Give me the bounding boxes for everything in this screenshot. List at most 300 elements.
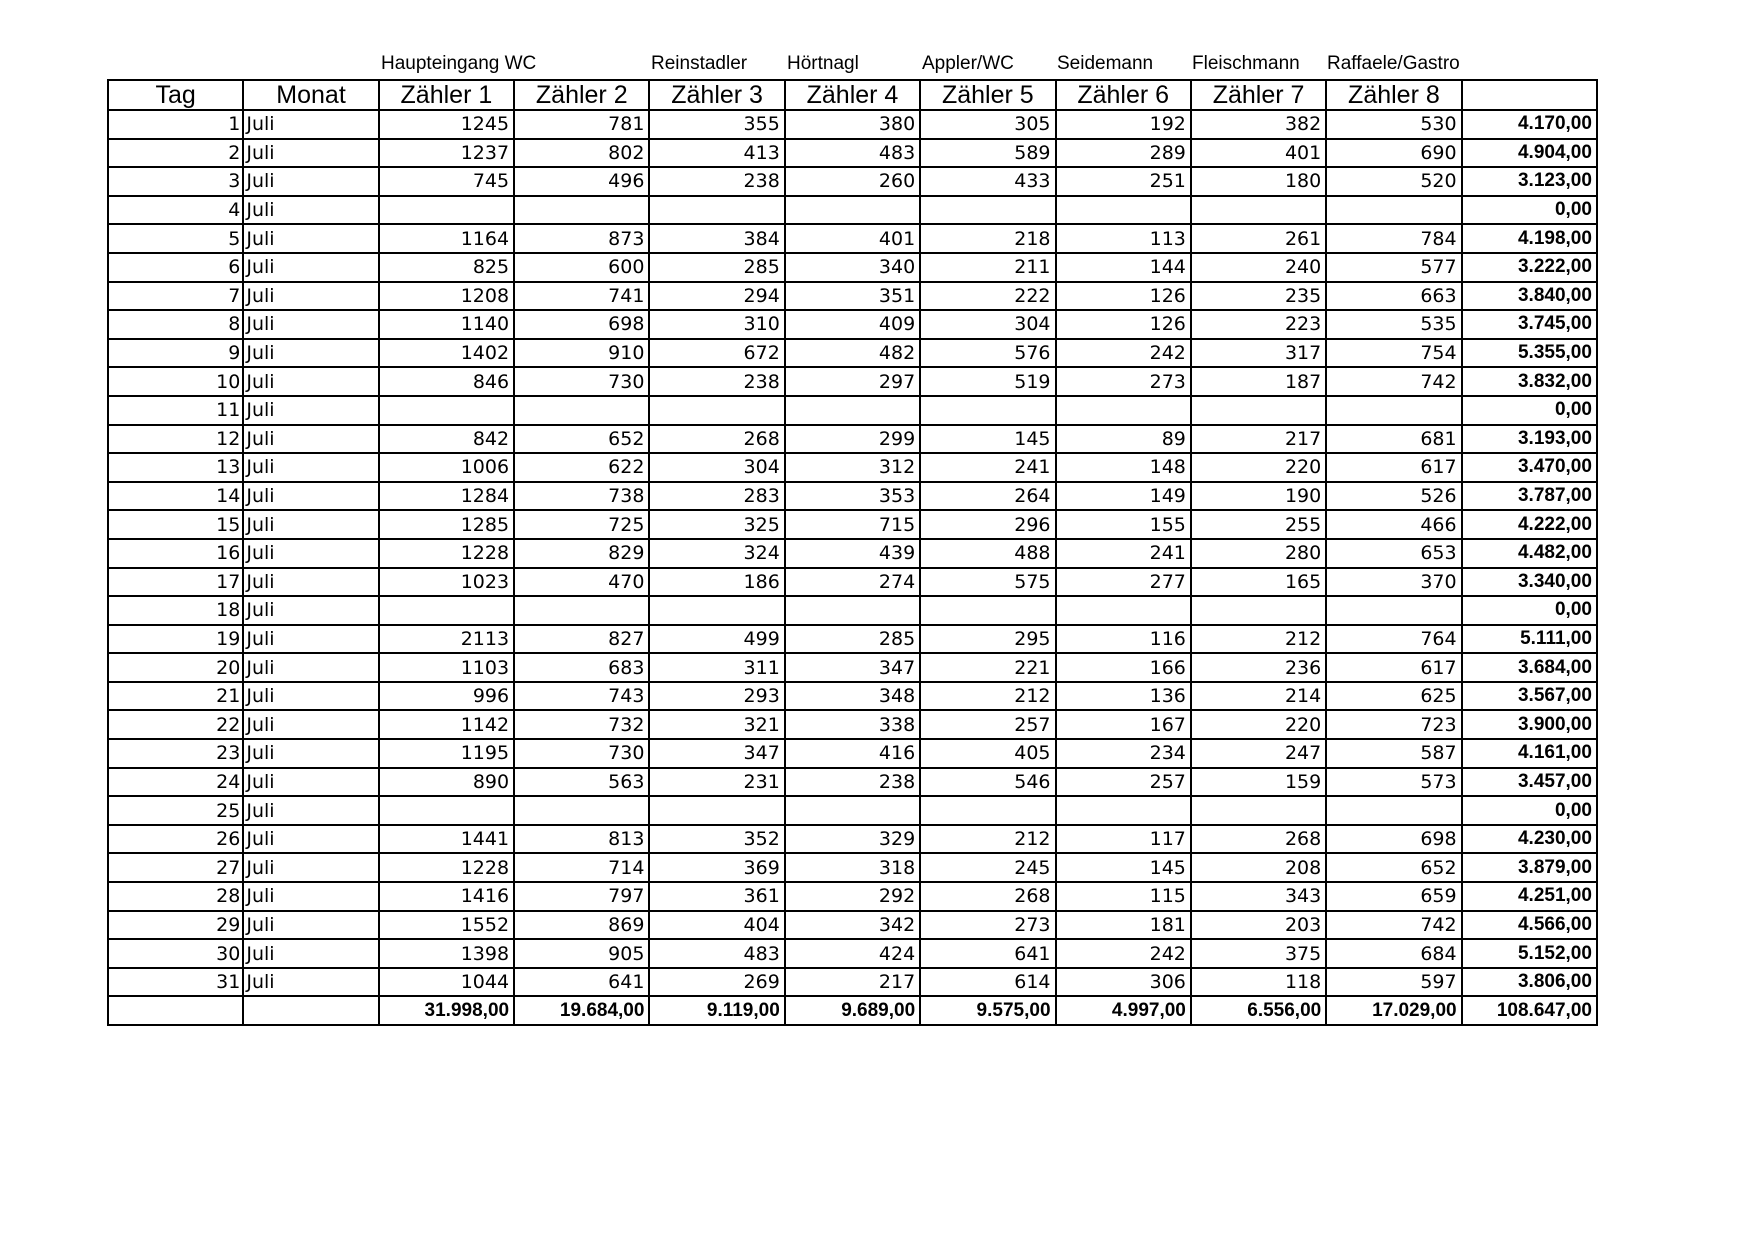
cell-zaehler-6[interactable]: 192 xyxy=(1056,110,1191,139)
cell-zaehler-7[interactable]: 261 xyxy=(1191,224,1326,253)
cell-zaehler-7[interactable]: 375 xyxy=(1191,939,1326,968)
cell-zaehler-6[interactable] xyxy=(1056,396,1191,425)
cell-zaehler-8[interactable] xyxy=(1326,796,1461,825)
cell-zaehler-1[interactable]: 1164 xyxy=(379,224,514,253)
cell-zaehler-3[interactable]: 304 xyxy=(649,453,784,482)
cell-zaehler-8[interactable]: 659 xyxy=(1326,882,1461,911)
cell-monat[interactable]: Juli xyxy=(243,911,378,940)
cell-zaehler-7[interactable] xyxy=(1191,596,1326,625)
cell-zaehler-2[interactable]: 873 xyxy=(514,224,649,253)
cell-zaehler-6[interactable]: 234 xyxy=(1056,739,1191,768)
cell-zaehler-2[interactable]: 802 xyxy=(514,139,649,168)
cell-sum[interactable]: 3.222,00 xyxy=(1462,253,1597,282)
cell-tag[interactable]: 31 xyxy=(108,968,243,997)
cell-zaehler-4[interactable]: 348 xyxy=(785,682,920,711)
cell-zaehler-6[interactable] xyxy=(1056,796,1191,825)
cell-zaehler-5[interactable]: 221 xyxy=(920,653,1055,682)
cell-zaehler-1[interactable]: 745 xyxy=(379,167,514,196)
cell-tag[interactable]: 11 xyxy=(108,396,243,425)
cell-zaehler-5[interactable]: 296 xyxy=(920,510,1055,539)
cell-zaehler-6[interactable]: 181 xyxy=(1056,911,1191,940)
cell-zaehler-3[interactable]: 285 xyxy=(649,253,784,282)
cell-tag[interactable]: 10 xyxy=(108,367,243,396)
cell-zaehler-2[interactable]: 741 xyxy=(514,282,649,311)
cell-monat[interactable] xyxy=(243,996,378,1025)
cell-zaehler-5[interactable] xyxy=(920,796,1055,825)
cell-zaehler-4[interactable]: 9.689,00 xyxy=(785,996,920,1025)
cell-zaehler-5[interactable]: 145 xyxy=(920,425,1055,454)
cell-zaehler-7[interactable]: 190 xyxy=(1191,482,1326,511)
cell-zaehler-7[interactable] xyxy=(1191,796,1326,825)
cell-zaehler-1[interactable]: 1228 xyxy=(379,853,514,882)
cell-zaehler-5[interactable]: 304 xyxy=(920,310,1055,339)
cell-zaehler-1[interactable]: 1208 xyxy=(379,282,514,311)
cell-zaehler-5[interactable] xyxy=(920,196,1055,225)
cell-zaehler-3[interactable]: 361 xyxy=(649,882,784,911)
cell-monat[interactable]: Juli xyxy=(243,653,378,682)
cell-zaehler-6[interactable]: 166 xyxy=(1056,653,1191,682)
cell-sum[interactable]: 4.482,00 xyxy=(1462,539,1597,568)
cell-zaehler-8[interactable]: 587 xyxy=(1326,739,1461,768)
cell-zaehler-8[interactable]: 370 xyxy=(1326,568,1461,597)
cell-sum[interactable]: 3.457,00 xyxy=(1462,768,1597,797)
cell-zaehler-8[interactable]: 520 xyxy=(1326,167,1461,196)
cell-zaehler-5[interactable]: 211 xyxy=(920,253,1055,282)
cell-zaehler-1[interactable]: 1441 xyxy=(379,825,514,854)
cell-zaehler-1[interactable] xyxy=(379,796,514,825)
cell-zaehler-1[interactable]: 1140 xyxy=(379,310,514,339)
cell-zaehler-5[interactable]: 222 xyxy=(920,282,1055,311)
cell-zaehler-6[interactable]: 155 xyxy=(1056,510,1191,539)
cell-zaehler-1[interactable]: 1228 xyxy=(379,539,514,568)
cell-monat[interactable]: Juli xyxy=(243,396,378,425)
cell-zaehler-6[interactable] xyxy=(1056,196,1191,225)
cell-zaehler-2[interactable]: 732 xyxy=(514,710,649,739)
cell-zaehler-6[interactable]: 113 xyxy=(1056,224,1191,253)
cell-zaehler-6[interactable]: 273 xyxy=(1056,367,1191,396)
cell-zaehler-4[interactable]: 347 xyxy=(785,653,920,682)
cell-sum[interactable]: 4.251,00 xyxy=(1462,882,1597,911)
cell-zaehler-4[interactable]: 297 xyxy=(785,367,920,396)
cell-tag[interactable]: 4 xyxy=(108,196,243,225)
cell-zaehler-4[interactable]: 483 xyxy=(785,139,920,168)
cell-zaehler-6[interactable]: 148 xyxy=(1056,453,1191,482)
cell-monat[interactable]: Juli xyxy=(243,596,378,625)
cell-tag[interactable]: 13 xyxy=(108,453,243,482)
cell-zaehler-8[interactable]: 754 xyxy=(1326,339,1461,368)
cell-zaehler-1[interactable]: 1416 xyxy=(379,882,514,911)
cell-zaehler-3[interactable]: 325 xyxy=(649,510,784,539)
cell-zaehler-1[interactable]: 1398 xyxy=(379,939,514,968)
cell-zaehler-4[interactable]: 439 xyxy=(785,539,920,568)
cell-zaehler-4[interactable] xyxy=(785,596,920,625)
cell-zaehler-5[interactable]: 546 xyxy=(920,768,1055,797)
cell-zaehler-7[interactable]: 208 xyxy=(1191,853,1326,882)
cell-tag[interactable]: 8 xyxy=(108,310,243,339)
cell-zaehler-8[interactable]: 17.029,00 xyxy=(1326,996,1461,1025)
cell-sum[interactable]: 3.123,00 xyxy=(1462,167,1597,196)
cell-zaehler-1[interactable]: 2113 xyxy=(379,625,514,654)
cell-zaehler-8[interactable]: 530 xyxy=(1326,110,1461,139)
cell-zaehler-5[interactable]: 268 xyxy=(920,882,1055,911)
cell-zaehler-7[interactable]: 255 xyxy=(1191,510,1326,539)
cell-sum[interactable]: 4.904,00 xyxy=(1462,139,1597,168)
cell-zaehler-2[interactable] xyxy=(514,596,649,625)
cell-zaehler-2[interactable]: 827 xyxy=(514,625,649,654)
cell-zaehler-3[interactable]: 238 xyxy=(649,367,784,396)
cell-zaehler-3[interactable]: 321 xyxy=(649,710,784,739)
cell-tag[interactable]: 3 xyxy=(108,167,243,196)
cell-tag[interactable]: 5 xyxy=(108,224,243,253)
cell-zaehler-8[interactable]: 577 xyxy=(1326,253,1461,282)
cell-zaehler-6[interactable]: 136 xyxy=(1056,682,1191,711)
cell-sum[interactable]: 4.222,00 xyxy=(1462,510,1597,539)
cell-zaehler-3[interactable]: 404 xyxy=(649,911,784,940)
cell-tag[interactable]: 6 xyxy=(108,253,243,282)
cell-zaehler-3[interactable] xyxy=(649,796,784,825)
cell-sum[interactable]: 4.230,00 xyxy=(1462,825,1597,854)
cell-zaehler-3[interactable]: 347 xyxy=(649,739,784,768)
cell-zaehler-7[interactable]: 247 xyxy=(1191,739,1326,768)
cell-zaehler-3[interactable]: 238 xyxy=(649,167,784,196)
cell-zaehler-1[interactable]: 1552 xyxy=(379,911,514,940)
cell-zaehler-2[interactable]: 910 xyxy=(514,339,649,368)
cell-tag[interactable]: 27 xyxy=(108,853,243,882)
cell-sum[interactable]: 4.161,00 xyxy=(1462,739,1597,768)
cell-zaehler-5[interactable]: 273 xyxy=(920,911,1055,940)
cell-zaehler-7[interactable]: 203 xyxy=(1191,911,1326,940)
cell-zaehler-3[interactable]: 324 xyxy=(649,539,784,568)
cell-zaehler-8[interactable]: 742 xyxy=(1326,367,1461,396)
cell-zaehler-2[interactable]: 470 xyxy=(514,568,649,597)
cell-zaehler-4[interactable]: 416 xyxy=(785,739,920,768)
cell-zaehler-7[interactable]: 220 xyxy=(1191,710,1326,739)
cell-sum[interactable]: 108.647,00 xyxy=(1462,996,1597,1025)
cell-monat[interactable]: Juli xyxy=(243,110,378,139)
cell-zaehler-8[interactable]: 742 xyxy=(1326,911,1461,940)
cell-zaehler-5[interactable]: 405 xyxy=(920,739,1055,768)
cell-zaehler-7[interactable]: 235 xyxy=(1191,282,1326,311)
cell-sum[interactable]: 0,00 xyxy=(1462,796,1597,825)
cell-zaehler-8[interactable] xyxy=(1326,396,1461,425)
cell-zaehler-4[interactable] xyxy=(785,196,920,225)
cell-zaehler-3[interactable]: 293 xyxy=(649,682,784,711)
cell-zaehler-7[interactable] xyxy=(1191,196,1326,225)
cell-monat[interactable]: Juli xyxy=(243,539,378,568)
cell-zaehler-1[interactable]: 1245 xyxy=(379,110,514,139)
cell-zaehler-1[interactable] xyxy=(379,396,514,425)
cell-zaehler-5[interactable]: 433 xyxy=(920,167,1055,196)
cell-zaehler-6[interactable] xyxy=(1056,596,1191,625)
cell-monat[interactable]: Juli xyxy=(243,968,378,997)
cell-monat[interactable]: Juli xyxy=(243,139,378,168)
cell-zaehler-7[interactable]: 382 xyxy=(1191,110,1326,139)
cell-sum[interactable]: 3.879,00 xyxy=(1462,853,1597,882)
cell-monat[interactable]: Juli xyxy=(243,367,378,396)
cell-zaehler-7[interactable]: 236 xyxy=(1191,653,1326,682)
cell-zaehler-7[interactable]: 220 xyxy=(1191,453,1326,482)
cell-zaehler-2[interactable]: 563 xyxy=(514,768,649,797)
cell-sum[interactable]: 3.900,00 xyxy=(1462,710,1597,739)
cell-zaehler-6[interactable]: 117 xyxy=(1056,825,1191,854)
cell-zaehler-1[interactable]: 1103 xyxy=(379,653,514,682)
cell-monat[interactable]: Juli xyxy=(243,282,378,311)
cell-zaehler-2[interactable]: 813 xyxy=(514,825,649,854)
cell-zaehler-1[interactable]: 842 xyxy=(379,425,514,454)
cell-zaehler-7[interactable]: 280 xyxy=(1191,539,1326,568)
cell-zaehler-4[interactable]: 351 xyxy=(785,282,920,311)
cell-zaehler-3[interactable]: 672 xyxy=(649,339,784,368)
cell-zaehler-8[interactable]: 526 xyxy=(1326,482,1461,511)
cell-zaehler-1[interactable]: 1006 xyxy=(379,453,514,482)
cell-zaehler-3[interactable]: 311 xyxy=(649,653,784,682)
cell-monat[interactable]: Juli xyxy=(243,882,378,911)
cell-zaehler-6[interactable]: 242 xyxy=(1056,339,1191,368)
cell-zaehler-2[interactable]: 730 xyxy=(514,739,649,768)
cell-zaehler-5[interactable]: 264 xyxy=(920,482,1055,511)
cell-zaehler-1[interactable] xyxy=(379,596,514,625)
cell-zaehler-4[interactable] xyxy=(785,796,920,825)
cell-tag[interactable]: 12 xyxy=(108,425,243,454)
cell-zaehler-8[interactable]: 684 xyxy=(1326,939,1461,968)
cell-zaehler-2[interactable] xyxy=(514,396,649,425)
cell-zaehler-6[interactable]: 277 xyxy=(1056,568,1191,597)
cell-tag[interactable]: 17 xyxy=(108,568,243,597)
cell-zaehler-1[interactable]: 1044 xyxy=(379,968,514,997)
cell-tag[interactable]: 22 xyxy=(108,710,243,739)
cell-zaehler-3[interactable]: 268 xyxy=(649,425,784,454)
cell-tag[interactable]: 26 xyxy=(108,825,243,854)
cell-monat[interactable]: Juli xyxy=(243,796,378,825)
cell-zaehler-6[interactable]: 289 xyxy=(1056,139,1191,168)
cell-zaehler-5[interactable]: 305 xyxy=(920,110,1055,139)
cell-zaehler-4[interactable]: 285 xyxy=(785,625,920,654)
cell-zaehler-3[interactable]: 355 xyxy=(649,110,784,139)
cell-zaehler-5[interactable]: 641 xyxy=(920,939,1055,968)
cell-zaehler-6[interactable]: 306 xyxy=(1056,968,1191,997)
cell-zaehler-3[interactable]: 499 xyxy=(649,625,784,654)
cell-monat[interactable]: Juli xyxy=(243,625,378,654)
cell-zaehler-4[interactable]: 482 xyxy=(785,339,920,368)
cell-zaehler-2[interactable]: 869 xyxy=(514,911,649,940)
cell-zaehler-8[interactable]: 617 xyxy=(1326,453,1461,482)
cell-sum[interactable]: 0,00 xyxy=(1462,196,1597,225)
cell-zaehler-4[interactable]: 409 xyxy=(785,310,920,339)
cell-monat[interactable]: Juli xyxy=(243,425,378,454)
cell-sum[interactable]: 4.198,00 xyxy=(1462,224,1597,253)
cell-monat[interactable]: Juli xyxy=(243,453,378,482)
cell-zaehler-7[interactable]: 223 xyxy=(1191,310,1326,339)
cell-tag[interactable]: 2 xyxy=(108,139,243,168)
cell-sum[interactable]: 5.152,00 xyxy=(1462,939,1597,968)
cell-zaehler-8[interactable]: 466 xyxy=(1326,510,1461,539)
cell-tag[interactable]: 25 xyxy=(108,796,243,825)
cell-monat[interactable]: Juli xyxy=(243,682,378,711)
cell-zaehler-2[interactable]: 19.684,00 xyxy=(514,996,649,1025)
cell-tag[interactable]: 1 xyxy=(108,110,243,139)
cell-zaehler-7[interactable]: 180 xyxy=(1191,167,1326,196)
cell-tag[interactable]: 14 xyxy=(108,482,243,511)
cell-zaehler-7[interactable]: 212 xyxy=(1191,625,1326,654)
cell-zaehler-8[interactable]: 784 xyxy=(1326,224,1461,253)
cell-tag[interactable]: 23 xyxy=(108,739,243,768)
cell-zaehler-8[interactable]: 617 xyxy=(1326,653,1461,682)
cell-zaehler-8[interactable]: 698 xyxy=(1326,825,1461,854)
cell-zaehler-4[interactable]: 424 xyxy=(785,939,920,968)
cell-zaehler-8[interactable]: 573 xyxy=(1326,768,1461,797)
cell-zaehler-2[interactable] xyxy=(514,796,649,825)
cell-zaehler-2[interactable]: 683 xyxy=(514,653,649,682)
cell-zaehler-7[interactable]: 165 xyxy=(1191,568,1326,597)
cell-monat[interactable]: Juli xyxy=(243,253,378,282)
cell-zaehler-5[interactable]: 9.575,00 xyxy=(920,996,1055,1025)
cell-zaehler-5[interactable]: 218 xyxy=(920,224,1055,253)
cell-sum[interactable]: 4.170,00 xyxy=(1462,110,1597,139)
cell-zaehler-2[interactable]: 496 xyxy=(514,167,649,196)
cell-sum[interactable]: 3.470,00 xyxy=(1462,453,1597,482)
cell-zaehler-7[interactable] xyxy=(1191,396,1326,425)
cell-zaehler-7[interactable]: 317 xyxy=(1191,339,1326,368)
cell-zaehler-6[interactable]: 257 xyxy=(1056,768,1191,797)
cell-monat[interactable]: Juli xyxy=(243,853,378,882)
cell-monat[interactable]: Juli xyxy=(243,482,378,511)
cell-sum[interactable]: 3.840,00 xyxy=(1462,282,1597,311)
cell-tag[interactable]: 19 xyxy=(108,625,243,654)
cell-zaehler-8[interactable]: 690 xyxy=(1326,139,1461,168)
cell-monat[interactable]: Juli xyxy=(243,224,378,253)
cell-zaehler-4[interactable]: 217 xyxy=(785,968,920,997)
cell-zaehler-8[interactable] xyxy=(1326,196,1461,225)
cell-zaehler-4[interactable]: 401 xyxy=(785,224,920,253)
cell-zaehler-3[interactable]: 384 xyxy=(649,224,784,253)
cell-zaehler-6[interactable]: 167 xyxy=(1056,710,1191,739)
cell-tag[interactable]: 29 xyxy=(108,911,243,940)
cell-zaehler-8[interactable]: 597 xyxy=(1326,968,1461,997)
cell-zaehler-7[interactable]: 268 xyxy=(1191,825,1326,854)
cell-zaehler-8[interactable]: 681 xyxy=(1326,425,1461,454)
cell-zaehler-5[interactable]: 589 xyxy=(920,139,1055,168)
cell-zaehler-8[interactable]: 723 xyxy=(1326,710,1461,739)
cell-zaehler-8[interactable]: 663 xyxy=(1326,282,1461,311)
cell-zaehler-7[interactable]: 343 xyxy=(1191,882,1326,911)
cell-zaehler-5[interactable]: 488 xyxy=(920,539,1055,568)
cell-tag[interactable]: 16 xyxy=(108,539,243,568)
cell-zaehler-8[interactable]: 652 xyxy=(1326,853,1461,882)
cell-zaehler-3[interactable]: 9.119,00 xyxy=(649,996,784,1025)
cell-zaehler-3[interactable]: 413 xyxy=(649,139,784,168)
cell-zaehler-7[interactable]: 217 xyxy=(1191,425,1326,454)
cell-zaehler-6[interactable]: 145 xyxy=(1056,853,1191,882)
cell-tag[interactable] xyxy=(108,996,243,1025)
cell-zaehler-4[interactable]: 312 xyxy=(785,453,920,482)
cell-zaehler-7[interactable]: 187 xyxy=(1191,367,1326,396)
cell-tag[interactable]: 20 xyxy=(108,653,243,682)
cell-monat[interactable]: Juli xyxy=(243,568,378,597)
cell-zaehler-2[interactable]: 714 xyxy=(514,853,649,882)
cell-zaehler-6[interactable]: 251 xyxy=(1056,167,1191,196)
cell-zaehler-7[interactable]: 6.556,00 xyxy=(1191,996,1326,1025)
cell-zaehler-1[interactable]: 1195 xyxy=(379,739,514,768)
cell-zaehler-4[interactable]: 292 xyxy=(785,882,920,911)
cell-zaehler-5[interactable]: 519 xyxy=(920,367,1055,396)
cell-zaehler-6[interactable]: 116 xyxy=(1056,625,1191,654)
cell-zaehler-6[interactable]: 149 xyxy=(1056,482,1191,511)
cell-zaehler-6[interactable]: 4.997,00 xyxy=(1056,996,1191,1025)
cell-zaehler-1[interactable]: 1142 xyxy=(379,710,514,739)
cell-zaehler-1[interactable]: 1285 xyxy=(379,510,514,539)
cell-zaehler-6[interactable]: 115 xyxy=(1056,882,1191,911)
cell-sum[interactable]: 4.566,00 xyxy=(1462,911,1597,940)
cell-zaehler-8[interactable] xyxy=(1326,596,1461,625)
cell-zaehler-4[interactable]: 338 xyxy=(785,710,920,739)
cell-zaehler-8[interactable]: 625 xyxy=(1326,682,1461,711)
cell-zaehler-7[interactable]: 214 xyxy=(1191,682,1326,711)
cell-zaehler-5[interactable]: 614 xyxy=(920,968,1055,997)
cell-zaehler-1[interactable]: 1402 xyxy=(379,339,514,368)
cell-monat[interactable]: Juli xyxy=(243,167,378,196)
cell-zaehler-3[interactable]: 483 xyxy=(649,939,784,968)
cell-zaehler-1[interactable] xyxy=(379,196,514,225)
cell-zaehler-2[interactable]: 905 xyxy=(514,939,649,968)
cell-zaehler-5[interactable]: 576 xyxy=(920,339,1055,368)
cell-zaehler-4[interactable]: 380 xyxy=(785,110,920,139)
cell-monat[interactable]: Juli xyxy=(243,710,378,739)
cell-zaehler-6[interactable]: 126 xyxy=(1056,310,1191,339)
cell-zaehler-2[interactable]: 698 xyxy=(514,310,649,339)
cell-tag[interactable]: 28 xyxy=(108,882,243,911)
cell-zaehler-2[interactable]: 652 xyxy=(514,425,649,454)
cell-sum[interactable]: 3.787,00 xyxy=(1462,482,1597,511)
cell-monat[interactable]: Juli xyxy=(243,825,378,854)
cell-sum[interactable]: 3.832,00 xyxy=(1462,367,1597,396)
cell-zaehler-5[interactable] xyxy=(920,596,1055,625)
cell-monat[interactable]: Juli xyxy=(243,510,378,539)
cell-sum[interactable]: 5.111,00 xyxy=(1462,625,1597,654)
cell-zaehler-6[interactable]: 242 xyxy=(1056,939,1191,968)
cell-zaehler-7[interactable]: 240 xyxy=(1191,253,1326,282)
cell-monat[interactable]: Juli xyxy=(243,339,378,368)
cell-zaehler-5[interactable]: 257 xyxy=(920,710,1055,739)
cell-tag[interactable]: 24 xyxy=(108,768,243,797)
cell-zaehler-2[interactable]: 641 xyxy=(514,968,649,997)
cell-zaehler-7[interactable]: 118 xyxy=(1191,968,1326,997)
cell-zaehler-4[interactable]: 353 xyxy=(785,482,920,511)
cell-zaehler-5[interactable] xyxy=(920,396,1055,425)
cell-zaehler-4[interactable]: 342 xyxy=(785,911,920,940)
cell-zaehler-7[interactable]: 159 xyxy=(1191,768,1326,797)
cell-sum[interactable]: 3.193,00 xyxy=(1462,425,1597,454)
cell-monat[interactable]: Juli xyxy=(243,196,378,225)
cell-zaehler-3[interactable] xyxy=(649,596,784,625)
cell-zaehler-3[interactable]: 352 xyxy=(649,825,784,854)
cell-zaehler-4[interactable]: 318 xyxy=(785,853,920,882)
cell-zaehler-3[interactable]: 269 xyxy=(649,968,784,997)
cell-zaehler-3[interactable]: 294 xyxy=(649,282,784,311)
cell-zaehler-3[interactable]: 310 xyxy=(649,310,784,339)
cell-zaehler-2[interactable]: 738 xyxy=(514,482,649,511)
cell-zaehler-2[interactable]: 622 xyxy=(514,453,649,482)
cell-zaehler-2[interactable]: 730 xyxy=(514,367,649,396)
cell-sum[interactable]: 3.567,00 xyxy=(1462,682,1597,711)
cell-monat[interactable]: Juli xyxy=(243,310,378,339)
cell-tag[interactable]: 21 xyxy=(108,682,243,711)
cell-zaehler-1[interactable]: 1023 xyxy=(379,568,514,597)
cell-zaehler-4[interactable]: 340 xyxy=(785,253,920,282)
cell-zaehler-5[interactable]: 241 xyxy=(920,453,1055,482)
cell-zaehler-6[interactable]: 89 xyxy=(1056,425,1191,454)
cell-zaehler-4[interactable]: 715 xyxy=(785,510,920,539)
cell-zaehler-4[interactable] xyxy=(785,396,920,425)
